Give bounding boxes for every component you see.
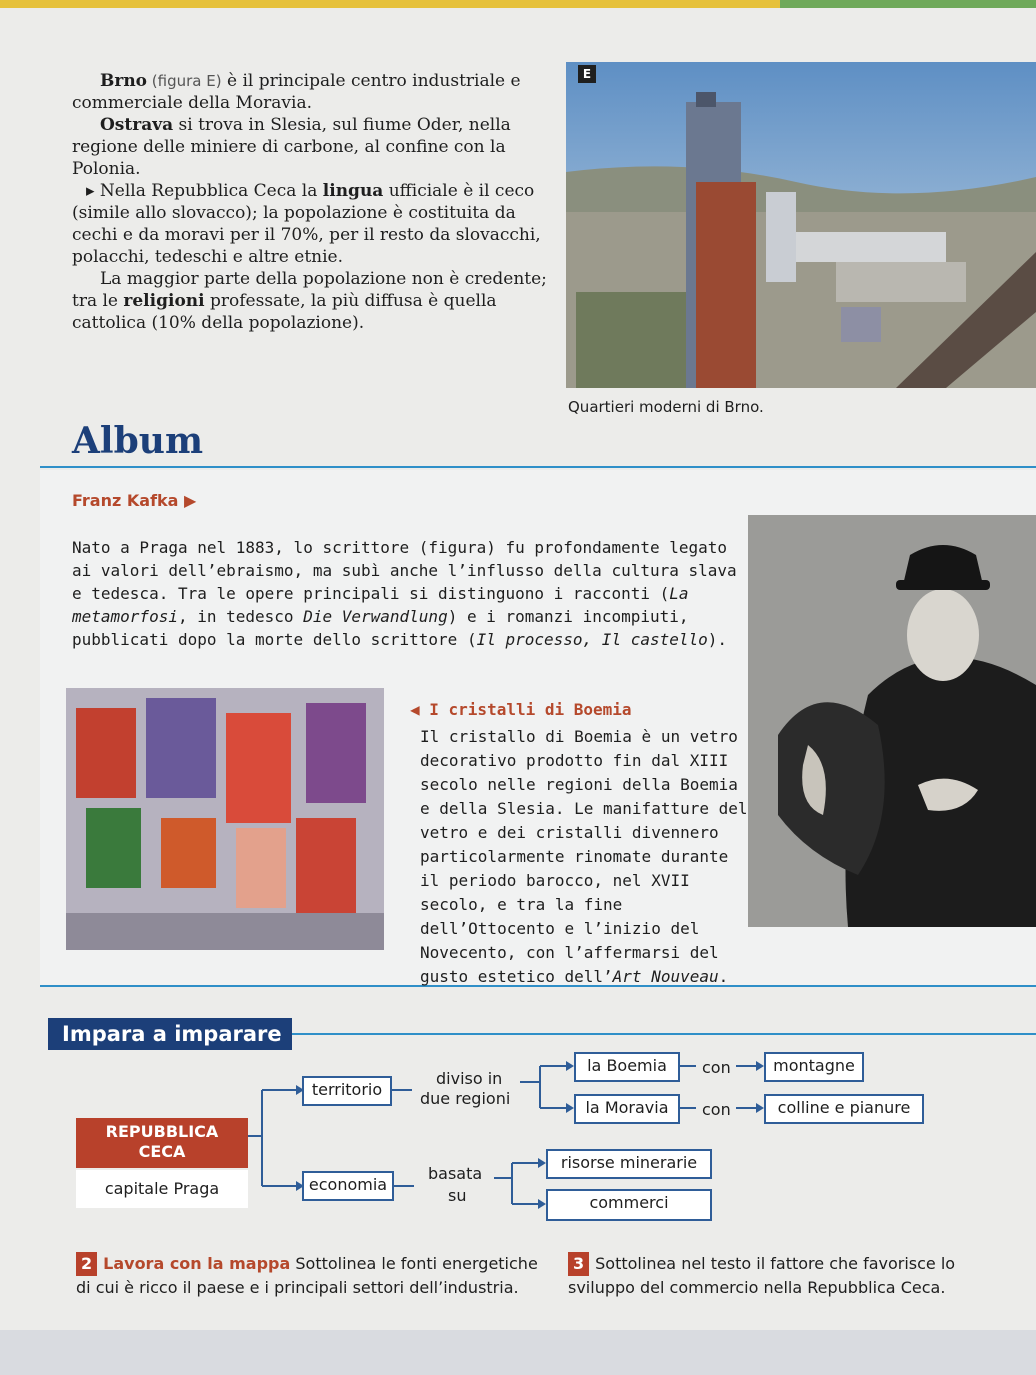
exercise-3-number: 3 [568, 1252, 589, 1276]
node-capitale-praga: capitale Praga [76, 1170, 248, 1208]
node-boemia: la Boemia [574, 1052, 680, 1082]
node-commerci: commerci [546, 1189, 712, 1221]
kafka-title-verwandlung: Die Verwandlung [303, 607, 448, 626]
photo-caption: Quartieri moderni di Brno. [568, 398, 764, 416]
node-montagne: montagne [764, 1052, 864, 1082]
exercise-2-text: Sottolinea le fonti energetiche di cui è ricco il paese e i principali settori dell’industria. [76, 1254, 538, 1297]
exercise-2-number: 2 [76, 1252, 97, 1276]
cristalli-heading: ◀ I cristalli di Boemia [410, 700, 632, 719]
kafka-heading: Franz Kafka ▶ [72, 491, 197, 510]
lingua-term: lingua [322, 181, 384, 201]
exercise-3 [568, 1252, 1008, 1300]
label-diviso-in: diviso in [436, 1069, 503, 1088]
label-con-moravia: con [702, 1100, 731, 1119]
root-label-2: CECA [138, 1142, 186, 1161]
node-risorse-minerarie: risorse minerarie [546, 1149, 712, 1179]
node-moravia: la Moravia [574, 1094, 680, 1124]
figure-ref: (figura E) [147, 72, 222, 90]
religioni-term: religioni [123, 291, 205, 311]
root-node-repubblica-ceca [76, 1118, 248, 1168]
kafka-text-1: Nato a Praga nel 1883, lo scrittore (figura) fu profondamente legato ai valori dell’ebraismo, ma subì anche l’influsso della cultura slava e tedesca. Tra le opere principali si distinguono i racconti ( [72, 538, 737, 603]
kafka-title-metamorfosi: La metamorfosi [72, 584, 689, 626]
impara-banner: Impara a imparare [48, 1018, 292, 1050]
exercise-2 [76, 1252, 546, 1300]
brno-term: Brno [100, 71, 148, 91]
label-basata: basata [428, 1164, 483, 1183]
kafka-text-3: ) e i romanzi incompiuti, pubblicati dopo la morte dello scrittore ( [72, 607, 689, 649]
node-colline-e-pianure: colline e pianure [764, 1094, 924, 1124]
paragraph-religioni-start: La maggior parte della popolazione non è credente; tra le [72, 269, 547, 311]
page-edge [0, 1330, 1036, 1375]
exercise-2-title: Lavora con la mappa [103, 1254, 291, 1273]
paragraph-brno-text: è il principale centro industriale e commerciale della Moravia. [72, 71, 521, 113]
art-nouveau-term: Art Nouveau [612, 967, 719, 986]
paragraph-lingua-start: ▸ Nella Repubblica Ceca la [86, 181, 323, 201]
ostrava-term: Ostrava [100, 115, 174, 135]
cristalli-text-1: Il cristallo di Boemia è un vetro decorativo prodotto fin dal XIII secolo nelle regioni della Boemia e della Slesia. Le manifatture del vetro e dei cristalli divennero particolarmente rinomate durante il periodo barocco, nel XVII secolo, e tra la fine dell’Ottocento e l’inizio del Novecento, con l’affermarsi del gusto estetico dell’ [420, 727, 748, 986]
label-due-regioni: due regioni [420, 1089, 511, 1108]
figure-tag: E [578, 65, 596, 83]
exercise-3-text: Sottolinea nel testo il fattore che favorisce lo sviluppo del commercio nella Repubblica Ceca. [568, 1254, 956, 1297]
paragraph-lingua-text: ufficiale è il ceco (simile allo slovacco); la popolazione è costituita da cechi e da moravi per il 70%, per il resto da slovacchi, polacchi, tedeschi e altre etnie. [72, 181, 541, 267]
kafka-text-2: , in tedesco [177, 607, 304, 626]
label-con-boemia: con [702, 1058, 731, 1077]
kafka-text-4: ). [707, 630, 728, 649]
paragraph-ostrava-text: si trova in Slesia, sul fiume Oder, nella regione delle miniere di carbone, al confine con la Polonia. [72, 115, 511, 179]
node-territorio: territorio [302, 1076, 392, 1106]
cristalli-text-2: . [718, 967, 729, 986]
root-label-1: REPUBBLICA [105, 1122, 219, 1141]
node-economia: economia [302, 1171, 394, 1201]
paragraph-religioni-text: professate, la più diffusa è quella cattolica (10% della popolazione). [72, 291, 497, 333]
album-title: Album [72, 420, 204, 462]
kafka-title-romanzi: Il processo, Il castello [476, 630, 708, 649]
label-su: su [448, 1186, 467, 1205]
